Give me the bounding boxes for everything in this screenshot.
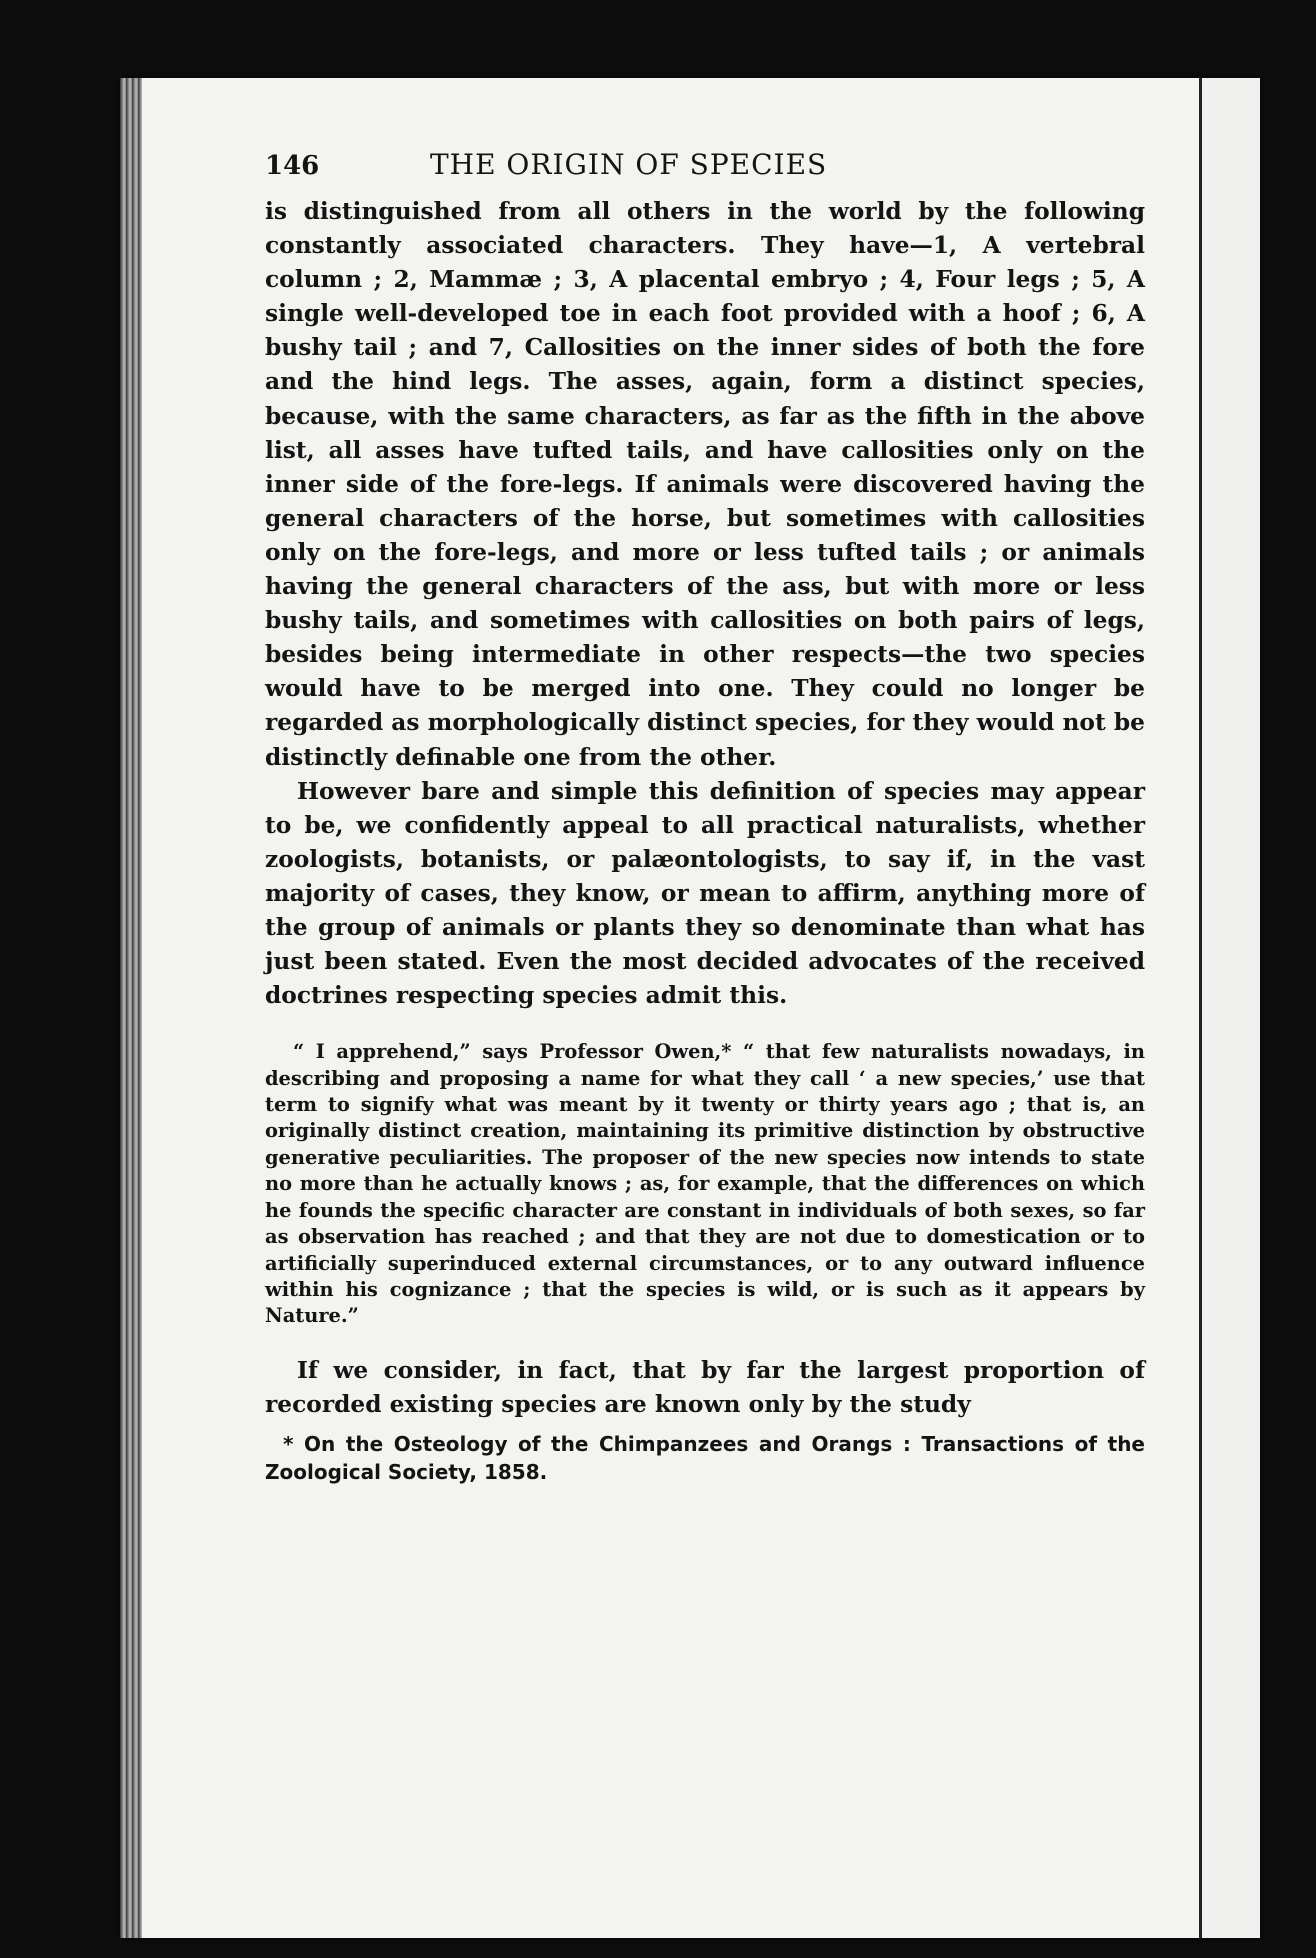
body-paragraph-1: is distinguished from all others in the world by the following constantly associated characters. They have—1, A vertebral column ; 2, Mammæ ; 3, A placental embryo ; 4, Four legs ; 5, A single well-developed toe in each foot provided with a hoof ; 6, A bushy tail ; and 7, Callosities on the inner sides of both the fore and the hind legs. The asses, again, form a distinct species, because, with the same characters, as far as the fifth in the above list, all asses have tufted tails, and have callosities only on the inner side of the fore-legs. If animals were discovered having the general characters of the horse, but sometimes with callosities only on the fore-legs, and more or less tufted tails ; or animals having the general characters of the ass, but with more or less bushy tails, and sometimes with callosities on both pairs of legs, besides being intermediate in other respects—the two species would have to be merged into one. They could no longer be regarded as morphologically distinct species, for they would not be distinctly definable one from the other. — [265, 198, 1145, 771]
page-text-block — [265, 148, 1145, 1486]
owen-quotation: “ I apprehend,” says Professor Owen,* “ that few naturalists nowadays, in describing and proposing a name for what they call ‘ a new species,’ use that term to signify what was meant by it twenty or thirty years ago ; that is, an originally distinct creation, maintaining its primitive distinction by obstructive generative peculiarities. The proposer of the new species now intends to state no more than he actually knows ; as, for example, that the differences on which he founds the specific character are constant in individuals of both sexes, so far as observation has reached ; and that they are not due to domestication or to artificially superinduced external circumstances, or to any outward influence within his cognizance ; that the species is wild, or is such as it appears by Nature.” — [265, 1040, 1145, 1328]
running-title: THE ORIGIN OF SPECIES — [430, 148, 828, 181]
footnote: * On the Osteology of the Chimpanzees and Orangs : Transactions of the Zoological Society, 1858. — [265, 1431, 1145, 1484]
body-paragraph-2: However bare and simple this definition of species may appear to be, we confidently appeal to all practical naturalists, whether zoologists, botanists, or palæontologists, to say if, in the vast majority of cases, they know, or mean to affirm, anything more of the group of animals or plants they so denominate than what has just been stated. Even the most decided advocates of the received doctrines respecting species admit this. — [265, 777, 1145, 1010]
body-paragraph-3: If we consider, in fact, that by far the largest proportion of recorded existing species are known only by the study — [265, 1356, 1145, 1418]
page-number: 146 — [265, 151, 320, 181]
book-page — [120, 78, 1260, 1938]
page-header — [265, 148, 1145, 181]
page-binding-edge — [120, 78, 142, 1938]
facing-page-edge — [1199, 78, 1260, 1938]
